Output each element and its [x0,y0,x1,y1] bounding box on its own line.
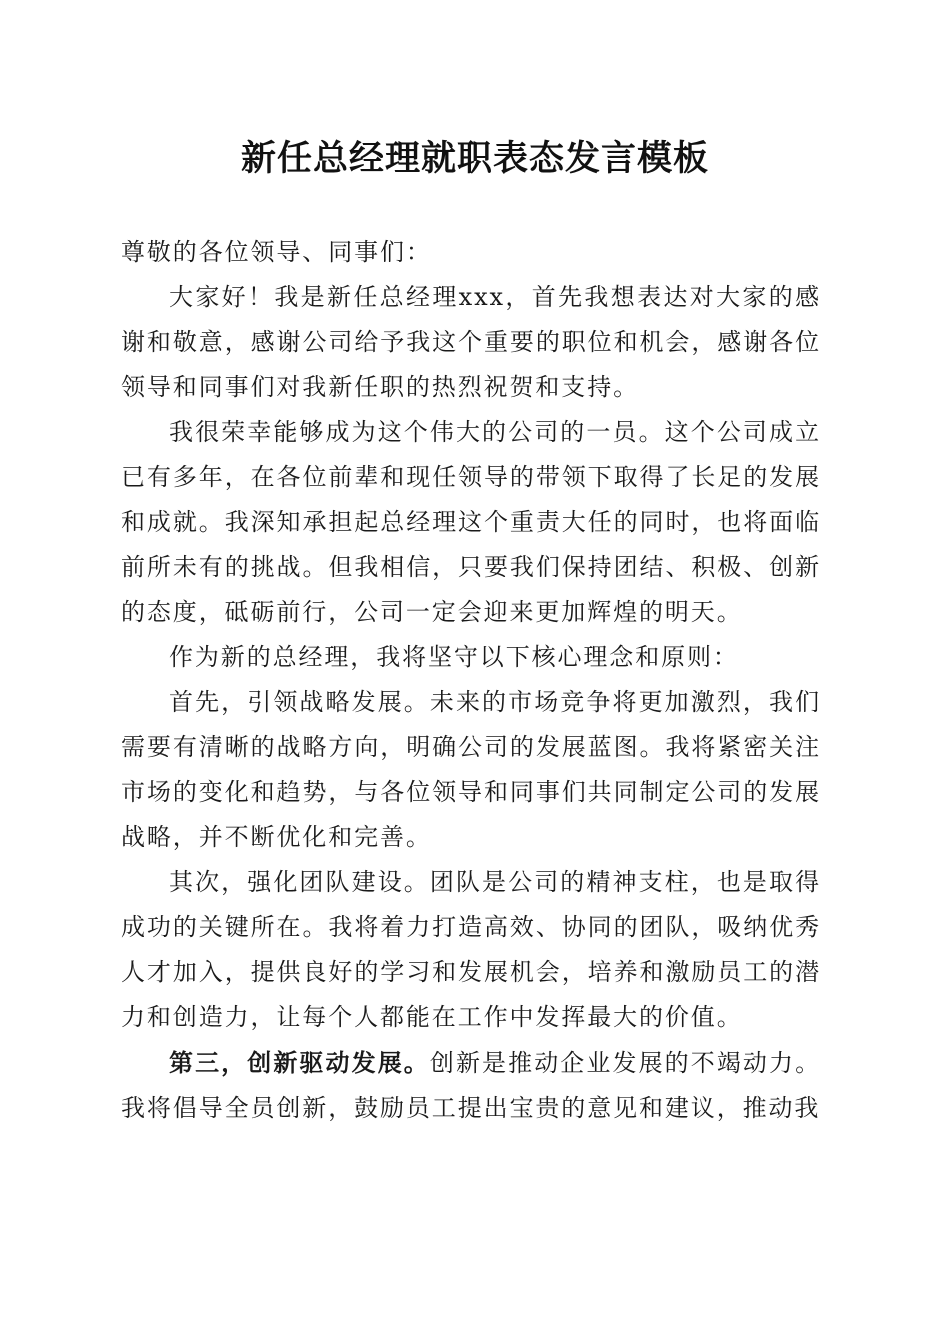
paragraph-honor: 我很荣幸能够成为这个伟大的公司的一员。这个公司成立已有多年，在各位前辈和现任领导的带领下取得了长足的发展和成就。我深知承担起总经理这个重责大任的同时，也将面临前所未有的挑战。但我相信，只要我们保持团结、积极、创新的态度，砥砺前行，公司一定会迎来更加辉煌的明天。 [121,418,821,626]
document-body [121,230,821,1131]
innovation-lead: 第三，创新驱动发展。 [169,1048,430,1077]
innovation-text: 创新是推动企业发展的不竭动力。我将倡导全员创新，鼓励员工提出宝贵的意见和建议，推动我 [121,1049,821,1122]
salutation: 尊敬的各位领导、同事们： [121,238,432,266]
paragraph-greeting: 大家好！我是新任总经理xxx，首先我想表达对大家的感谢和敬意，感谢公司给予我这个重要的职位和机会，感谢各位领导和同事们对我新任职的热烈祝贺和支持。 [121,283,821,401]
paragraph-principles-intro: 作为新的总经理，我将坚守以下核心理念和原则： [169,643,739,671]
paragraph-innovation [121,1040,821,1131]
document-title: 新任总经理就职表态发言模板 [240,138,709,179]
paragraph-strategy: 首先，引领战略发展。未来的市场竞争将更加激烈，我们需要有清晰的战略方向，明确公司的发展蓝图。我将紧密关注市场的变化和趋势，与各位领导和同事们共同制定公司的发展战略，并不断优化和完善。 [121,688,821,851]
paragraph-team: 其次，强化团队建设。团队是公司的精神支柱，也是取得成功的关键所在。我将着力打造高效、协同的团队，吸纳优秀人才加入，提供良好的学习和发展机会，培养和激励员工的潜力和创造力，让每个人都能在工作中发挥最大的价值。 [121,868,821,1031]
